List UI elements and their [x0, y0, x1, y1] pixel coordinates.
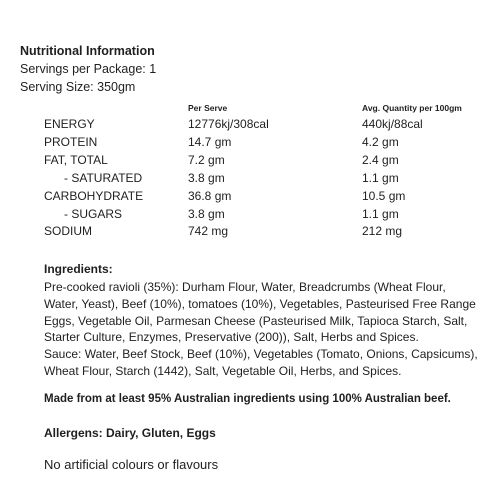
- table-row: [0, 134, 500, 151]
- nutrient-name: ENERGY: [44, 117, 95, 131]
- avg-quantity-value: 440kj/88cal: [362, 117, 423, 131]
- avg-quantity-value: 1.1 gm: [362, 207, 399, 221]
- nutrient-name: SODIUM: [44, 224, 92, 238]
- ingredients-line: Wheat Flour, Starch (1442), Salt, Vegetable Oil, Herbs, and Spices.: [44, 363, 402, 378]
- nutrient-name: FAT, TOTAL: [44, 153, 108, 167]
- per-serve-value: 3.8 gm: [188, 171, 225, 185]
- ingredients-text: [44, 279, 484, 380]
- no-artificial-note: No artificial colours or flavours: [44, 457, 219, 472]
- made-from-statement: Made from at least 95% Australian ingredients using 100% Australian beef.: [44, 393, 451, 405]
- nutrition-title: Nutritional Information: [20, 44, 155, 58]
- table-row: [0, 188, 500, 205]
- ingredients-line: Starter Culture, Enzymes, Preservative (200)), Salt, Herbs and Spices.: [44, 330, 419, 345]
- per-serve-value: 14.7 gm: [188, 135, 232, 149]
- ingredients-line: Eggs, Vegetable Oil, Parmesan Cheese (Pasteurised Milk, Tapioca Starch, Salt,: [44, 313, 468, 328]
- table-row: [0, 223, 500, 240]
- ingredients-line: Water, Yeast), Beef (10%), tomatoes (10%), Vegetables, Pasteurised Free Range: [44, 296, 476, 311]
- ingredients-line: Sauce: Water, Beef Stock, Beef (10%), Vegetables (Tomato, Onions, Capsicums),: [44, 347, 478, 362]
- nutrient-name: CARBOHYDRATE: [44, 189, 144, 203]
- ingredients-line: Pre-cooked ravioli (35%): Durham Flour, Water, Breadcrumbs (Wheat Flour,: [44, 280, 446, 294]
- table-row: [0, 206, 500, 223]
- per-serve-value: 3.8 gm: [188, 207, 225, 221]
- avg-quantity-value: 1.1 gm: [362, 171, 399, 185]
- allergens-statement: Allergens: Dairy, Gluten, Eggs: [44, 426, 216, 440]
- nutrient-name: PROTEIN: [44, 135, 98, 149]
- table-row: [0, 116, 500, 133]
- table-row: [0, 152, 500, 169]
- per-serve-value: 742 mg: [188, 224, 229, 238]
- ingredients-heading: Ingredients:: [44, 262, 113, 276]
- table-row: [0, 170, 500, 187]
- avg-quantity-value: 2.4 gm: [362, 153, 399, 167]
- avg-quantity-value: 212 mg: [362, 224, 403, 238]
- avg-quantity-value: 4.2 gm: [362, 135, 399, 149]
- nutrient-name: - SATURATED: [64, 171, 143, 185]
- per-serve-value: 36.8 gm: [188, 189, 232, 203]
- col-header-avg-quantity: Avg. Quantity per 100gm: [362, 103, 462, 113]
- per-serve-value: 12776kj/308cal: [188, 117, 269, 131]
- per-serve-value: 7.2 gm: [188, 153, 225, 167]
- servings-per-package: Servings per Package: 1: [20, 62, 157, 76]
- nutrient-name: - SUGARS: [64, 207, 123, 221]
- avg-quantity-value: 10.5 gm: [362, 189, 406, 203]
- serving-size: Serving Size: 350gm: [20, 80, 136, 94]
- col-header-per-serve: Per Serve: [188, 103, 228, 113]
